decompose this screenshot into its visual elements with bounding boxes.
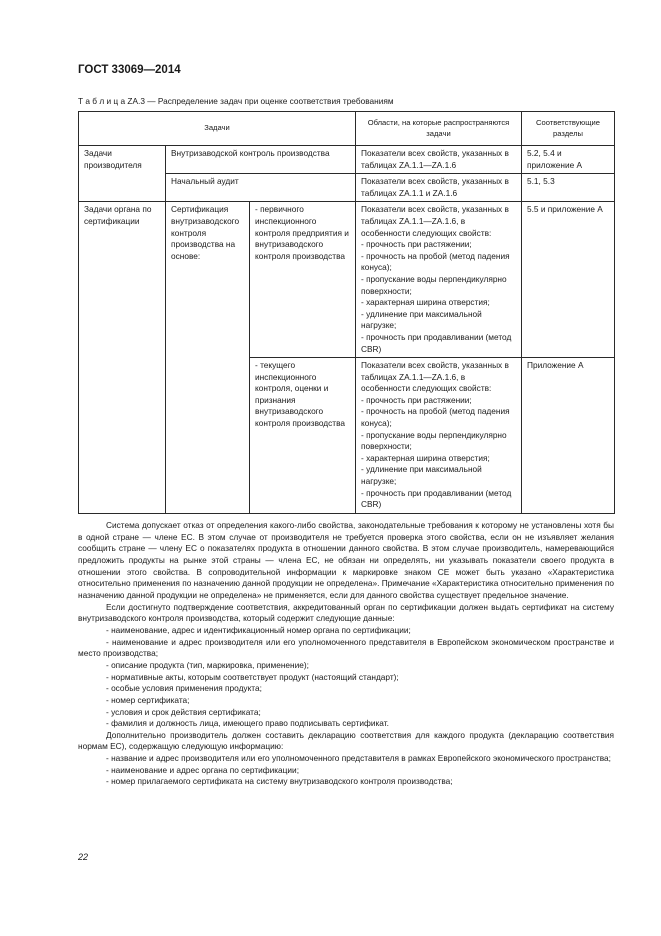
table-row	[79, 146, 615, 174]
header-tasks: Задачи	[79, 112, 356, 146]
certification-cell: Сертификация внутризаводского контроля производства на основе:	[166, 202, 250, 513]
section-cell: 5.2, 5.4 и приложение А	[522, 146, 615, 174]
section-cell: 5.5 и приложение А	[522, 202, 615, 358]
list-item: - номер сертификата;	[106, 694, 190, 705]
area-cell: Показатели всех свойств, указанных в таблицах ZA.1.1—ZA.1.6, в особенности следующих свойств: - прочность при растяжении; - прочность на пробой (метод падения конуса); - пропускание воды перпендикулярно поверхности; - характерная ширина отверстия; - удлинение при максимальной нагрузке; - прочность при продавливании (метод CBR)	[356, 358, 522, 514]
cert-body-task-cell: Задачи органа по сертификации	[79, 202, 166, 513]
area-cell: Показатели всех свойств, указанных в таблицах ZA.1.1—ZA.1.6, в особенности следующих свойств: - прочность при растяжении; - прочность на пробой (метод падения конуса); - пропускание воды перпендикулярно поверхности; - характерная ширина отверстия; - удлинение при максимальной нагрузке; - прочность при продавливании (метод CBR)	[356, 202, 522, 358]
list-item: - наименование и адрес органа по сертификации;	[106, 764, 299, 775]
section-cell: Приложение А	[522, 358, 615, 514]
list-item: - наименование и адрес производителя или его уполномоченного представителя в Европейском экономическом пространстве и место производства;	[78, 636, 614, 659]
initial-audit-cell: Начальный аудит	[166, 174, 356, 202]
list-item: - условия и срок действия сертификата;	[106, 706, 261, 717]
list-item: - нормативные акты, которым соответствует продукт (настоящий стандарт);	[106, 671, 399, 682]
paragraph: Если достигнуто подтверждение соответствия, аккредитованный орган по сертификации должен выдать сертификат на систему внутризаводского контроля производства, который содержит следующие данные:	[78, 601, 614, 624]
table-caption: Т а б л и ц а ZA.3 — Распределение задач при оценке соответствия требованиям	[78, 96, 394, 106]
list-item: - название и адрес производителя или его уполномоченного представителя в рамках Европейского экономического пространства;	[106, 753, 611, 764]
list-item: - фамилия и должность лица, имеющего право подписывать сертификат.	[106, 718, 389, 729]
initial-inspection-cell: - первичного инспекционного контроля предприятия и внутризаводского контроля производства	[250, 202, 356, 358]
header-areas: Области, на которые распространяются задачи	[356, 112, 522, 146]
area-cell: Показатели всех свойств, указанных в таблицах ZA.1.1—ZA.1.6	[356, 146, 522, 174]
area-cell: Показатели всех свойств, указанных в таблицах ZA.1.1 и ZA.1.6	[356, 174, 522, 202]
list-item: - наименование, адрес и идентификационный номер органа по сертификации;	[106, 624, 411, 635]
header-sections: Соответствующие разделы	[522, 112, 615, 146]
document-header: ГОСТ 33069—2014	[78, 64, 181, 76]
section-cell: 5.1, 5.3	[522, 174, 615, 202]
ongoing-inspection-cell: - текущего инспекционного контроля, оценки и признания внутризаводского контроля производства	[250, 358, 356, 514]
paragraph: Система допускает отказ от определения какого-либо свойства, законодательные требования к которому не установлены хотя бы в одной стране — члене ЕС. В этом случае от производителя не требуется проверка этого свойства, если он не изъявляет желания сообщить стране — члену ЕС о показателях продукта в отношении данного свойства. В этом случае производитель, намеревающийся предложить продукты на рынке этой страны — члена ЕС, не обязан ни определять, ни указывать показатели своего продукта в отношении этого свойства. В сопроводительной информации к маркировке знаком СЕ может быть указано «Характеристика относительно применения по назначению данной продукции не определена». Примечание «Характеристика относительно применения по назначению данной продукции не определена» не применяется, если для данного свойства существует предельное значение.	[78, 520, 614, 600]
table-row	[79, 202, 615, 358]
paragraph: Дополнительно производитель должен составить декларацию соответствия для каждого продукта (декларацию соответствия нормам ЕС), содержащую следующую информацию:	[78, 729, 614, 752]
table-header-row	[79, 112, 615, 146]
body-text	[78, 520, 614, 788]
list-item: - номер прилагаемого сертификата на систему внутризаводского контроля производства;	[106, 776, 453, 787]
factory-control-cell: Внутризаводской контроль производства	[166, 146, 356, 174]
assessment-tasks-table	[78, 111, 615, 514]
list-item: - описание продукта (тип, маркировка, применение);	[106, 659, 309, 670]
list-item: - особые условия применения продукта;	[106, 683, 262, 694]
page-number: 22	[78, 852, 89, 862]
manufacturer-task-cell: Задачи производителя	[79, 146, 166, 202]
